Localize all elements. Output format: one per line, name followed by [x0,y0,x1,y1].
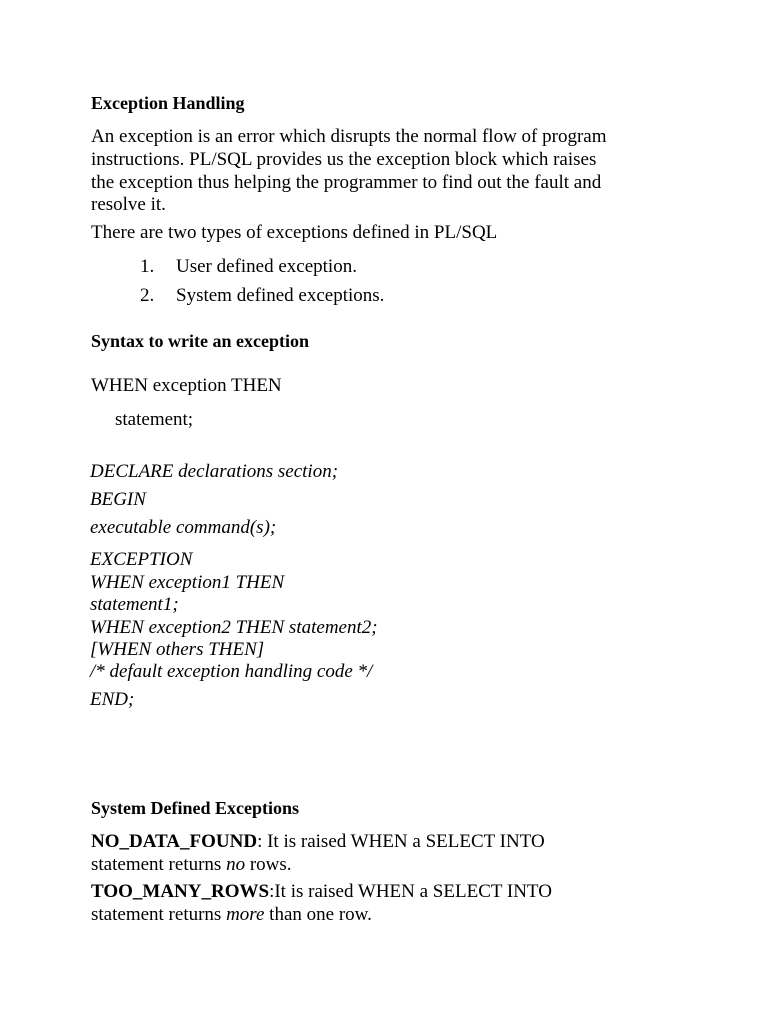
no-data-found-emphasis: no [226,854,246,875]
code-line: /* default exception handling code */ [90,661,373,682]
too-many-rows-line-1 [91,880,552,903]
no-data-found-line-2 [91,853,292,876]
heading-system-defined: System Defined Exceptions [91,798,299,818]
intro-line-2: instructions. PL/SQL provides us the exception block which raises [91,149,597,170]
no-data-found-text: statement returns [91,854,227,875]
code-line: DECLARE declarations section; [90,461,339,482]
too-many-rows-desc: :It is raised WHEN a SELECT INTO [269,881,552,902]
types-intro: There are two types of exceptions defined in PL/SQL [91,222,498,243]
code-line: statement1; [90,594,179,615]
code-line: WHEN exception1 THEN [90,572,285,593]
syntax-when: WHEN exception THEN [91,375,282,396]
no-data-found-text-end: rows. [245,854,292,875]
heading-syntax: Syntax to write an exception [91,331,309,351]
code-line: EXCEPTION [90,549,193,570]
list-number: 1. [140,256,155,277]
no-data-found-desc: : It is raised WHEN a SELECT INTO [257,831,545,852]
syntax-statement: statement; [115,409,194,430]
intro-line-3: the exception thus helping the programmer to find out the fault and [91,172,602,193]
too-many-rows-text: statement returns [91,904,227,925]
too-many-rows-text-end: than one row. [264,904,372,925]
list-item [140,284,384,307]
list-text: System defined exceptions. [176,285,385,306]
intro-line-4: resolve it. [91,194,166,215]
list-number: 2. [140,285,155,306]
no-data-found-line-1 [91,830,545,853]
list-text: User defined exception. [176,256,357,277]
no-data-found-term: NO_DATA_FOUND [91,831,258,852]
code-line: BEGIN [90,489,146,510]
code-line: WHEN exception2 THEN statement2; [90,617,378,638]
intro-line-1: An exception is an error which disrupts the normal flow of program [91,126,607,147]
code-line: [WHEN others THEN] [90,639,265,660]
code-line: executable command(s); [90,517,277,538]
heading-exception-handling: Exception Handling [91,93,245,113]
too-many-rows-line-2 [91,903,372,926]
too-many-rows-emphasis: more [226,904,265,925]
list-item [140,255,357,278]
too-many-rows-term: TOO_MANY_ROWS [91,881,270,902]
code-line: END; [90,689,135,710]
